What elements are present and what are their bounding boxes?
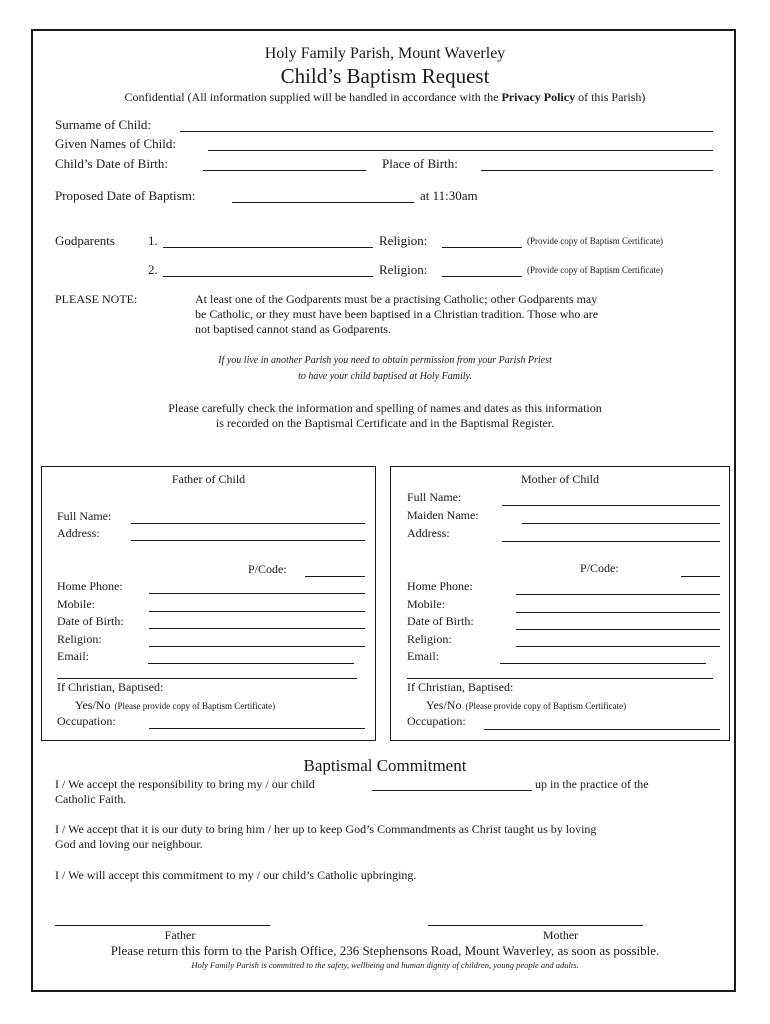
father-home-phone-field[interactable]	[149, 593, 365, 594]
father-home-phone-label: Home Phone:	[57, 579, 123, 593]
surname-field[interactable]	[180, 131, 713, 132]
mother-full-name-label: Full Name:	[407, 490, 462, 504]
mother-provide-copy: (Please provide copy of Baptism Certificate)	[465, 701, 627, 711]
mother-religion-label: Religion:	[407, 632, 452, 646]
godparent-1-religion-label: Religion:	[379, 233, 428, 248]
father-email-label: Email:	[57, 649, 89, 663]
child-dob-field[interactable]	[203, 170, 366, 171]
commitment-p1-cont: Catholic Faith.	[55, 792, 127, 806]
father-yes-no[interactable]: Yes/No	[75, 698, 111, 712]
father-religion-label: Religion:	[57, 632, 102, 646]
return-instructions: Please return this form to the Parish Office, 236 Stephensons Road, Mount Waverley, as soon as possible.	[110, 943, 660, 958]
check-note-line-1: Please carefully check the information and spelling of names and dates as this information	[168, 401, 602, 415]
mother-occupation-field[interactable]	[484, 729, 720, 730]
godparent-2-religion-label: Religion:	[379, 262, 428, 277]
godparent-1-number: 1.	[148, 233, 158, 248]
mother-religion-field[interactable]	[516, 646, 720, 647]
given-names-label: Given Names of Child:	[55, 136, 176, 151]
mother-dob-field[interactable]	[516, 629, 720, 630]
godparent-2-name-field[interactable]	[163, 276, 373, 277]
baptism-time: at 11:30am	[420, 188, 478, 203]
godparents-label: Godparents	[55, 233, 115, 248]
mother-title: Mother of Child	[521, 472, 599, 486]
mother-dob-label: Date of Birth:	[407, 614, 474, 628]
mother-email-field[interactable]	[500, 663, 706, 664]
mother-full-name-field[interactable]	[502, 505, 720, 506]
child-name-field[interactable]	[372, 790, 532, 791]
please-note-label: PLEASE NOTE:	[55, 292, 138, 306]
note-line-3: not baptised cannot stand as Godparents.	[195, 322, 391, 336]
mother-pcode-label: P/Code:	[580, 561, 619, 575]
confidential-prefix: Confidential (All information supplied will be handled in accordance with the	[124, 90, 502, 104]
proposed-date-label: Proposed Date of Baptism:	[55, 188, 196, 203]
father-mobile-field[interactable]	[149, 611, 365, 612]
mother-signature-label: Mother	[542, 928, 579, 942]
mother-mobile-label: Mobile:	[407, 597, 445, 611]
check-note-line-2: is recorded on the Baptismal Certificate and in the Baptismal Register.	[215, 416, 555, 430]
commitment-p2-line-2: God and loving our neighbour.	[55, 837, 203, 851]
child-dob-label: Child’s Date of Birth:	[55, 156, 169, 171]
father-full-name-label: Full Name:	[57, 509, 112, 523]
father-mobile-label: Mobile:	[57, 597, 95, 611]
father-pcode-label: P/Code:	[248, 562, 287, 576]
mother-yes-no-row[interactable]	[426, 696, 626, 714]
mother-yes-no[interactable]: Yes/No	[426, 698, 462, 712]
father-address-label: Address:	[57, 526, 100, 540]
father-email-field-line-2[interactable]	[57, 678, 357, 679]
parish-permission-line-1: If you live in another Parish you need to obtain permission from your Parish Priest	[218, 355, 552, 366]
place-of-birth-field[interactable]	[481, 170, 713, 171]
surname-label: Surname of Child:	[55, 117, 152, 132]
godparent-1-name-field[interactable]	[163, 247, 373, 248]
father-signature-field[interactable]	[55, 925, 270, 926]
mother-email-label: Email:	[407, 649, 439, 663]
father-if-christian-label: If Christian, Baptised:	[57, 680, 164, 694]
father-provide-copy: (Please provide copy of Baptism Certificate)	[114, 701, 276, 711]
mother-mobile-field[interactable]	[516, 612, 720, 613]
confidential-suffix: of this Parish)	[575, 90, 646, 104]
confidential-note	[0, 90, 770, 105]
mother-email-field-line-2[interactable]	[407, 678, 713, 679]
place-of-birth-label: Place of Birth:	[382, 156, 458, 171]
commitment-p1-start: I / We accept the responsibility to bring my / our child	[55, 777, 315, 791]
mother-maiden-name-label: Maiden Name:	[407, 508, 479, 522]
mother-signature-field[interactable]	[428, 925, 643, 926]
privacy-policy-link: Privacy Policy	[501, 90, 576, 104]
mother-if-christian-label: If Christian, Baptised:	[407, 680, 514, 694]
father-occupation-field[interactable]	[149, 728, 365, 729]
mother-home-phone-field[interactable]	[516, 594, 720, 595]
father-signature-label: Father	[164, 928, 196, 942]
form-title: Child’s Baptism Request	[280, 64, 490, 88]
commitment-p1-end: up in the practice of the	[535, 777, 649, 791]
mother-maiden-name-field[interactable]	[522, 523, 720, 524]
mother-pcode-field[interactable]	[681, 576, 720, 577]
father-address-field[interactable]	[131, 540, 365, 541]
commitment-p2-line-1: I / We accept that it is our duty to bring him / her up to keep God’s Commandments as Christ taught us by loving	[55, 822, 597, 836]
father-occupation-label: Occupation:	[57, 714, 116, 728]
mother-address-label: Address:	[407, 526, 450, 540]
father-dob-label: Date of Birth:	[57, 614, 124, 628]
commitment-title: Baptismal Commitment	[303, 756, 467, 775]
father-dob-field[interactable]	[149, 628, 365, 629]
father-email-field[interactable]	[148, 663, 354, 664]
godparent-2-number: 2.	[148, 262, 158, 277]
father-title: Father of Child	[171, 472, 246, 486]
father-yes-no-row[interactable]	[75, 696, 275, 714]
parish-name: Holy Family Parish, Mount Waverley	[264, 45, 506, 62]
godparent-1-provide-copy: (Provide copy of Baptism Certificate)	[527, 236, 663, 246]
commitment-p3: I / We will accept this commitment to my / our child’s Catholic upbringing.	[55, 868, 417, 882]
father-religion-field[interactable]	[149, 646, 365, 647]
note-line-1: At least one of the Godparents must be a practising Catholic; other Godparents may	[195, 292, 598, 306]
note-line-2: be Catholic, or they must have been baptised in a Christian tradition. Those who are	[195, 307, 599, 321]
mother-home-phone-label: Home Phone:	[407, 579, 473, 593]
father-pcode-field[interactable]	[305, 576, 365, 577]
godparent-2-provide-copy: (Provide copy of Baptism Certificate)	[527, 265, 663, 275]
parish-permission-line-2: to have your child baptised at Holy Family.	[298, 371, 472, 382]
safety-statement: Holy Family Parish is committed to the safety, wellbeing and human dignity of children, young people and adults.	[191, 960, 579, 970]
mother-occupation-label: Occupation:	[407, 714, 466, 728]
proposed-date-field[interactable]	[232, 202, 414, 203]
godparent-2-religion-field[interactable]	[442, 276, 522, 277]
mother-address-field[interactable]	[502, 541, 720, 542]
given-names-field[interactable]	[208, 150, 713, 151]
father-full-name-field[interactable]	[131, 523, 365, 524]
godparent-1-religion-field[interactable]	[442, 247, 522, 248]
